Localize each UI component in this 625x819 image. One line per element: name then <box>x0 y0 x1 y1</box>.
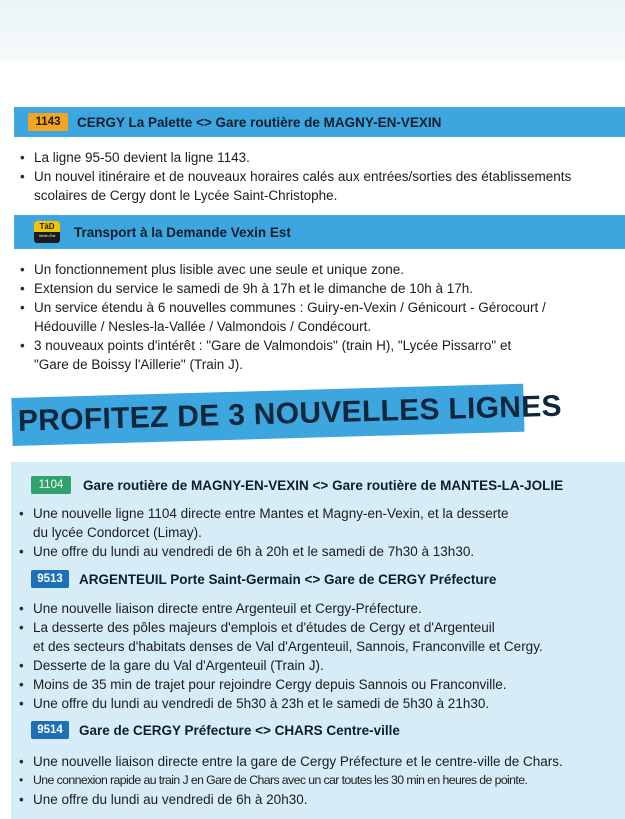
route-title-9514: Gare de CERGY Préfecture <> CHARS Centre-ville <box>79 722 400 738</box>
list-item: • Une offre du lundi au vendredi de 6h à 20h30. <box>11 790 563 809</box>
list-item: • Une offre du lundi au vendredi de 6h à 20h et le samedi de 7h30 à 13h30. <box>11 542 509 561</box>
route-header-9513 <box>31 568 496 590</box>
list-item: • Desserte de la gare du Val d'Argenteuil (Train J). <box>11 656 543 675</box>
list-item: • Une connexion rapide au train J en Gare de Chars avec un car toutes les 30 min en heures de pointe. <box>11 771 563 790</box>
route-title-9513: ARGENTEUIL Porte Saint-Germain <> Gare de CERGY Préfecture <box>79 571 497 587</box>
list-item: • La ligne 95-50 devient la ligne 1143. <box>0 148 571 167</box>
list-item: • Une nouvelle liaison directe entre la gare de Cergy Préfecture et le centre-ville de Chars. <box>11 752 563 771</box>
list-item-continuation: du lycée Condorcet (Limay). <box>33 525 202 540</box>
list-item: • Une nouvelle liaison directe entre Argenteuil et Cergy-Préfecture. <box>11 599 543 618</box>
route-header-1143 <box>14 107 625 137</box>
line-badge-9514: 9514 <box>31 721 69 739</box>
list-item-continuation: "Gare de Boissy l'Aillerie" (Train J). <box>34 357 243 372</box>
headline-banner <box>11 384 563 446</box>
line-badge-9513: 9513 <box>31 570 69 588</box>
bullet-list-9514 <box>11 752 563 809</box>
bullet-list-tad <box>0 260 546 374</box>
bullet-list-1143 <box>0 148 571 205</box>
list-item: • Un nouvel itinéraire et de nouveaux horaires calés aux entrées/sorties des établissements <box>0 167 571 186</box>
list-item: • Moins de 35 min de trajet pour rejoindre Cergy depuis Sannois ou Franconville. <box>11 675 543 694</box>
route-header-tad <box>14 215 625 249</box>
list-item: • Une nouvelle ligne 1104 directe entre Mantes et Magny-en-Vexin, et la desserte <box>11 504 509 523</box>
list-item: • Un service étendu à 6 nouvelles communes : Guiry-en-Vexin / Génicourt - Gérocourt / <box>0 298 546 317</box>
list-item: • Un fonctionnement plus lisible avec une seule et unique zone. <box>0 260 546 279</box>
list-item: • 3 nouveaux points d'intérêt : "Gare de Valmondois" (train H), "Lycée Pissarro" et <box>0 336 546 355</box>
list-item: • La desserte des pôles majeurs d'emplois et d'études de Cergy et d'Argenteuil <box>11 618 543 637</box>
route-header-9514 <box>31 719 400 741</box>
route-title-1143: CERGY La Palette <> Gare routière de MAGNY-EN-VEXIN <box>77 114 442 130</box>
tad-icon: TàD Vexin Est <box>34 221 60 243</box>
bullet-list-9513 <box>11 599 543 713</box>
top-banner <box>0 0 625 60</box>
list-item: • Une offre du lundi au vendredi de 5h30 à 23h et le samedi de 5h30 à 21h30. <box>11 694 543 713</box>
route-title-tad: Transport à la Demande Vexin Est <box>74 224 291 240</box>
list-item: • Extension du service le samedi de 9h à 17h et le dimanche de 10h à 17h. <box>0 279 546 298</box>
list-item-continuation: scolaires de Cergy dont le Lycée Saint-Christophe. <box>34 188 338 203</box>
list-item-continuation: et des secteurs d'habitats denses de Val d'Argenteuil, Sannois, Franconville et Cergy. <box>33 639 543 654</box>
headline-text: PROFITEZ DE 3 NOUVELLES LIGNES <box>17 389 563 438</box>
route-header-1104 <box>31 474 563 496</box>
route-title-1104: Gare routière de MAGNY-EN-VEXIN <> Gare routière de MANTES-LA-JOLIE <box>83 477 564 493</box>
line-badge-1104: 1104 <box>31 476 71 494</box>
list-item-continuation: Hédouville / Nesles-la-Vallée / Valmondois / Condécourt. <box>34 319 372 334</box>
bullet-list-1104 <box>11 504 509 561</box>
new-lines-panel <box>11 462 625 819</box>
line-badge-1143: 1143 <box>28 113 68 131</box>
